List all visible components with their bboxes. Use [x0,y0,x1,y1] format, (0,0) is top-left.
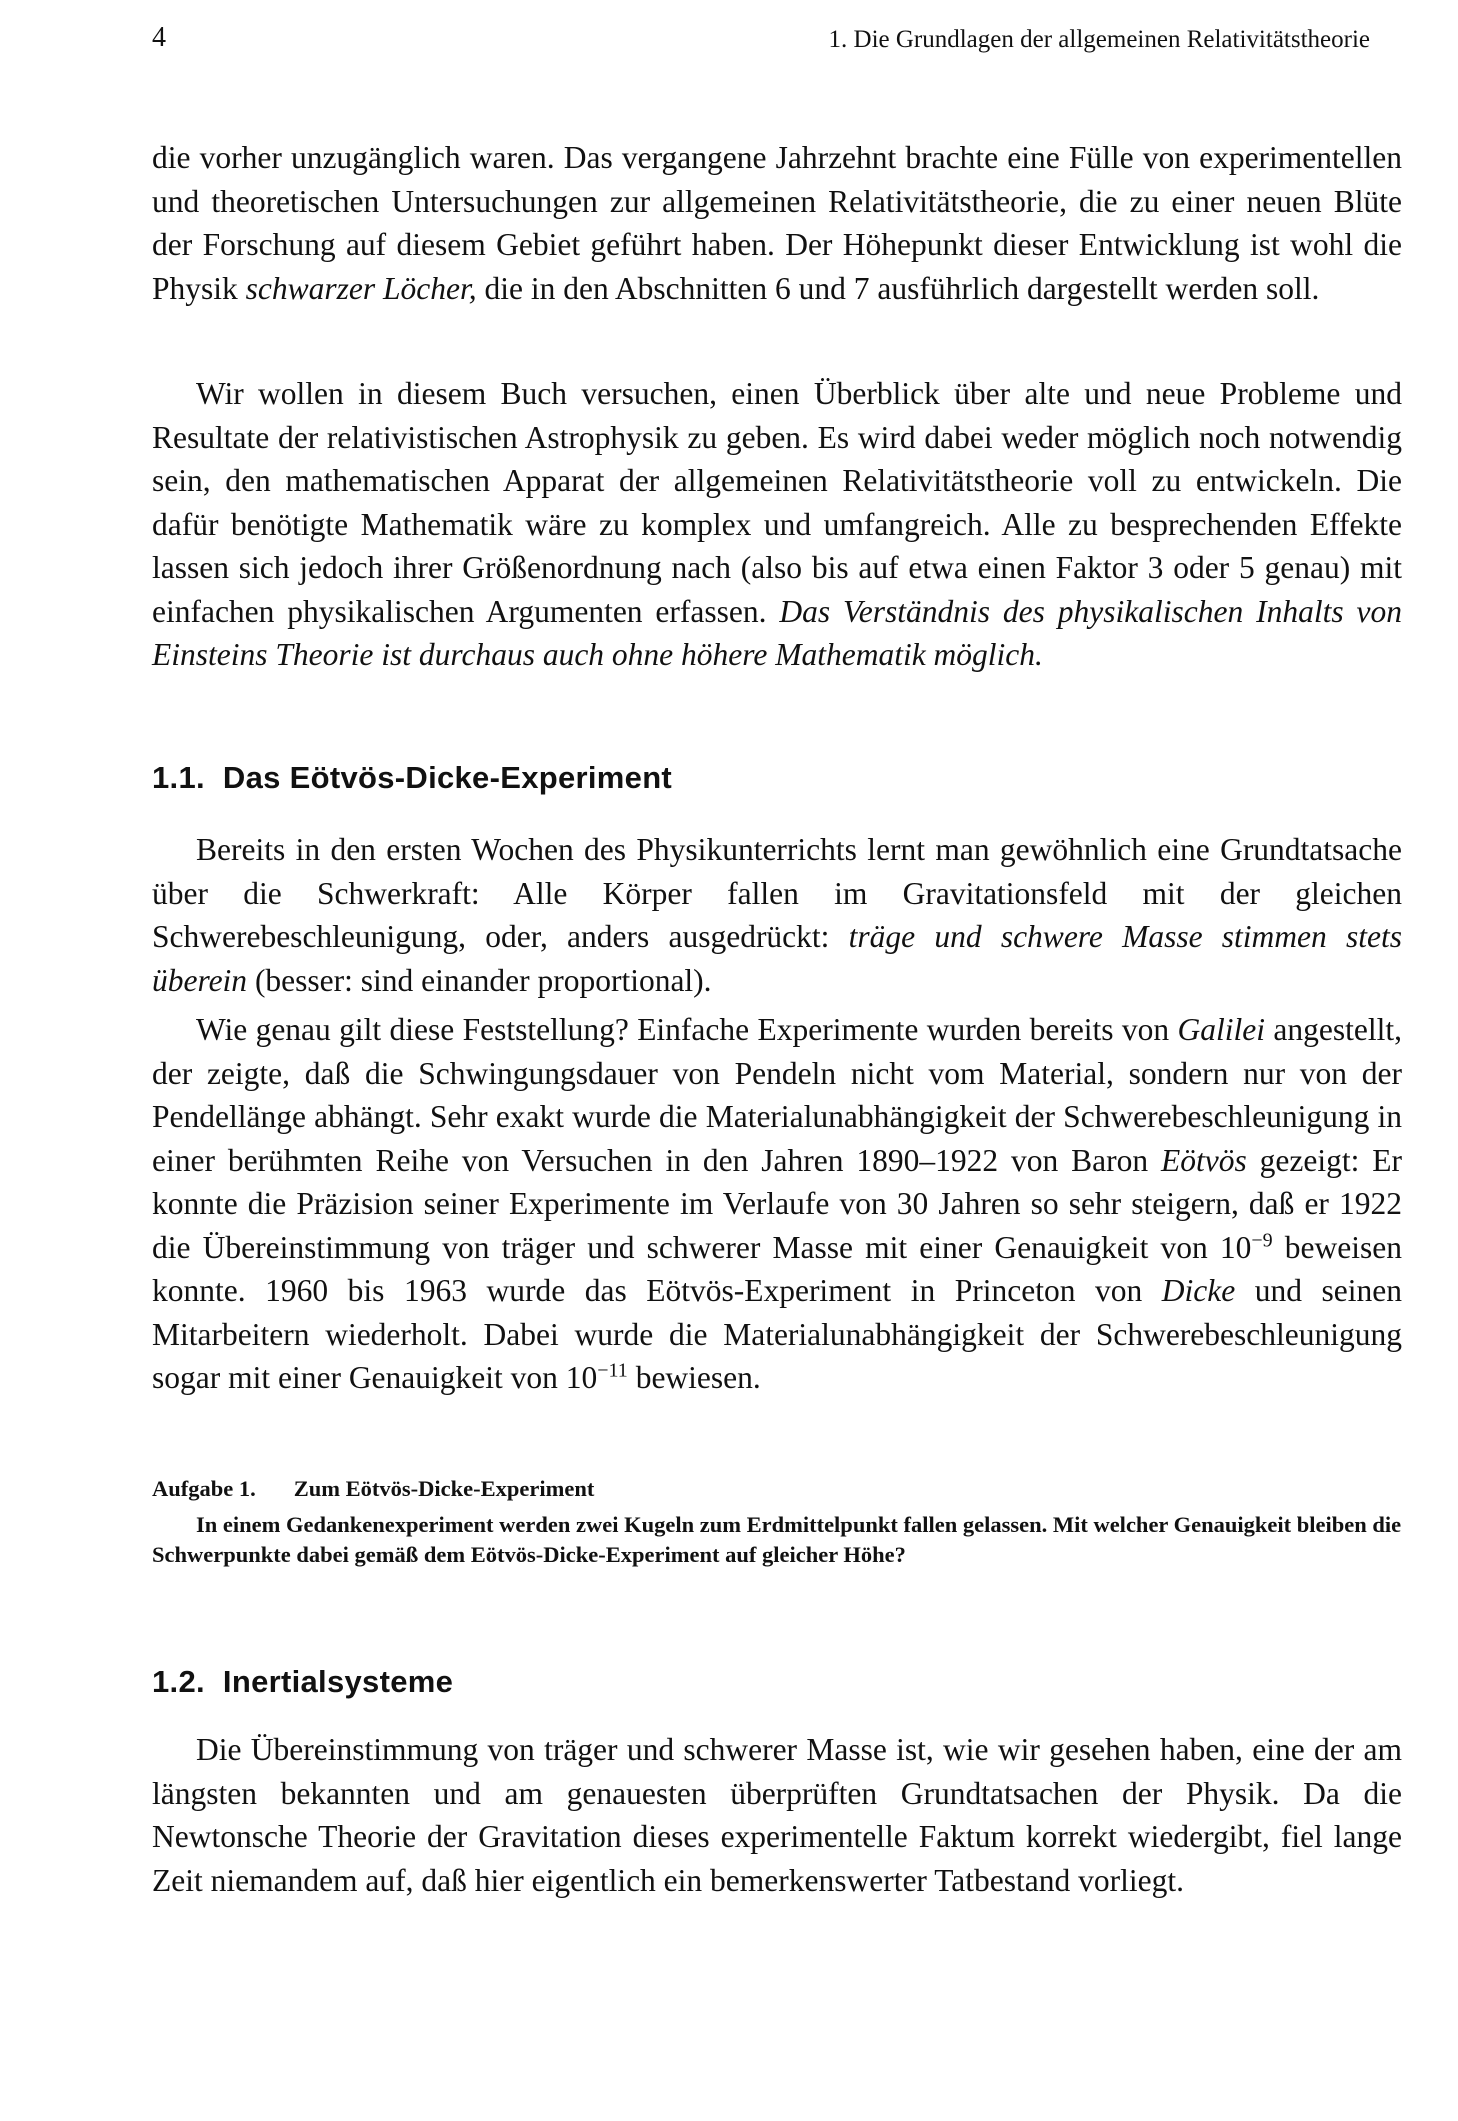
text-run: Wir wollen in diesem Buch versuchen, einen Überblick über alte und neue Probleme und Resultate der relativistischen Astrophysik zu geben. Es wird dabei weder möglich noch notwendig sein, den mathematischen Apparat der allgemeinen Relativitätstheorie voll zu entwickeln. Die dafür benötigte Mathematik wäre zu komplex und umfangreich. Alle zu besprechenden Effekte lassen sich jedoch ihrer Größenordnung nach (also bis auf etwa einen Faktor 3 oder 5 genau) mit einfachen physikalischen Argumenten erfassen. [152,376,1402,629]
text-run: bewiesen. [627,1360,761,1395]
section-number: 1.2. [152,1664,205,1699]
chapter-title: 1. Die Grundlagen der allgemeinen Relativitätstheorie [828,26,1370,53]
running-head [152,22,1370,62]
section-heading [152,760,1402,796]
text-run: Bereits in den ersten Wochen des Physikunterrichts lernt man gewöhnlich eine Grundtatsache über die Schwerkraft: Alle Körper fallen im Gravitationsfeld mit der gleichen Schwerebeschleunigung, oder, anders ausgedrückt: [152,832,1402,954]
emphasis: schwarzer Löcher, [245,270,477,306]
section-heading-1-1 [152,760,1402,796]
exercise-text: In einem Gedankenexperiment werden zwei Kugeln zum Erdmittelpunkt fallen gelassen. Mit welcher Genauigkeit bleiben die Schwerpunkte dabei gemäß dem Eötvös-Dicke-Experiment auf gleicher Höhe? [152,1512,1402,1567]
text-run: gezeigt: Er konnte die Präzision seiner Experimente im Verlaufe von 30 Jahren so sehr steigern, daß er 1922 die Übereinstimmung von träger und schwerer Masse mit einer Genauigkeit von 10 [152,1142,1402,1265]
emphasis: träge und schwere Masse stimmen stets überein [152,919,1402,998]
section-1-2-paragraph-1 [152,1728,1402,1902]
exercise-title [152,1476,1402,1502]
paragraph [152,828,1402,1002]
text-run: die vorher unzugänglich waren. Das vergangene Jahrzehnt brachte eine Fülle von experimentellen und theoretischen Untersuchungen zur allgemeinen Relativitätstheorie, die zu einer neuen Blüte der Forschung auf diesem Gebiet geführt haben. Der Höhepunkt dieser Entwicklung ist wohl die Physik [152,140,1402,306]
section-heading [152,1664,1402,1700]
text-run: beweisen konnte. 1960 bis 1963 wurde das Eötvös-Experiment in Princeton von [152,1229,1403,1308]
section-heading-1-2 [152,1664,1402,1700]
paragraph [152,136,1402,310]
exponent: −11 [597,1359,628,1382]
section-1-1-paragraph-2 [152,1008,1402,1400]
text-run: die in den Abschnitten 6 und 7 ausführlich dargestellt werden soll. [476,270,1320,306]
text-run: (besser: sind einander proportional). [247,962,712,998]
paragraph [152,1008,1402,1400]
section-title: Das Eötvös-Dicke-Experiment [222,760,673,795]
emphasis: Das Verständnis des physikalischen Inhalts von Einsteins Theorie ist durchaus auch ohne höhere Mathematik möglich. [152,593,1402,672]
intro-paragraph-1 [152,136,1402,310]
emphasis: Galilei [1177,1012,1266,1047]
section-number: 1.1. [152,760,205,795]
intro-paragraph-2 [152,372,1402,677]
exponent: −9 [1251,1229,1273,1251]
page-number: 4 [152,22,166,53]
text-run: angestellt, der zeigte, daß die Schwingungsdauer von Pendeln nicht vom Material, sondern nur von der Pendellänge abhängt. Sehr exakt wurde die Materialunabhängigkeit der Schwerebeschleunigung in einer berühmten Reihe von Versuchen in den Jahren 1890–1922 von Baron [152,1012,1402,1178]
emphasis: Dicke [1161,1273,1236,1308]
paragraph: Die Übereinstimmung von träger und schwerer Masse ist, wie wir gesehen haben, eine der am längsten bekannten und am genauesten überprüften Grundtatsachen der Physik. Da die Newtonsche Theorie der Gravitation dieses experimentelle Faktum korrekt wiedergibt, fiel lange Zeit niemandem auf, daß hier eigentlich ein bemerkenswerter Tatbestand vorliegt. [152,1732,1402,1898]
text-run: Wie genau gilt diese Feststellung? Einfache Experimente wurden bereits von [196,1012,1178,1047]
section-1-1-paragraph-1 [152,828,1402,1002]
paragraph [152,372,1402,677]
text-run: und seinen Mitarbeitern wiederholt. Dabei wurde die Materialunabhängigkeit der Schwerebeschleunigung sogar mit einer Genauigkeit von 10 [152,1273,1402,1395]
exercise-1 [152,1476,1402,1570]
exercise-heading: Zum Eötvös-Dicke-Experiment [293,1476,595,1501]
exercise-label: Aufgabe 1. [152,1476,256,1501]
emphasis: Eötvös [1161,1142,1247,1178]
section-title: Inertialsysteme [222,1664,454,1699]
